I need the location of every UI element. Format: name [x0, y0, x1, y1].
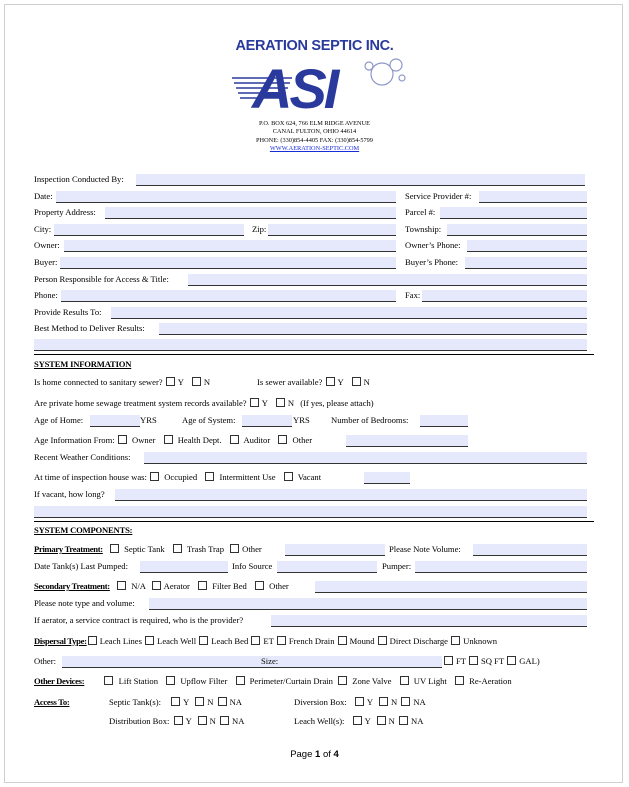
city-field[interactable] — [54, 224, 244, 236]
septic-access-n-checkbox[interactable] — [195, 697, 204, 706]
label-property-address: Property Address: — [34, 207, 96, 217]
row-contract — [34, 614, 589, 627]
filter-bed-checkbox[interactable] — [198, 581, 207, 590]
label-auditor: Auditor — [243, 435, 271, 445]
label-filter-bed: Filter Bed — [212, 581, 247, 591]
diversion-n-checkbox[interactable] — [379, 697, 388, 706]
label-unknown: Unknown — [463, 636, 498, 646]
label-other: Other — [292, 435, 313, 445]
secondary-other-field[interactable] — [315, 581, 587, 593]
label-sqft: SQ FT — [481, 656, 505, 666]
age-from-owner-checkbox[interactable] — [118, 435, 127, 444]
page-footer — [0, 749, 629, 760]
leach-wells-y-checkbox[interactable] — [353, 716, 362, 725]
label-y: Y — [177, 377, 184, 387]
age-home-field[interactable] — [90, 415, 140, 427]
label-age-system: Age of System: — [182, 415, 236, 425]
label-n: N — [203, 377, 211, 387]
primary-other-checkbox[interactable] — [230, 544, 239, 553]
sewer-available-yes-checkbox[interactable] — [326, 377, 335, 386]
township-field[interactable] — [447, 224, 587, 236]
aerator-checkbox[interactable] — [152, 581, 161, 590]
label-leach-wells: Leach Well(s): — [294, 716, 345, 726]
how-long-field[interactable] — [115, 489, 587, 501]
re-aeration-checkbox[interactable] — [455, 676, 464, 685]
label-last-pumped: Date Tank(s) Last Pumped: — [34, 561, 128, 571]
secondary-na-checkbox[interactable] — [117, 581, 126, 590]
row-date — [34, 190, 589, 203]
label-buyer: Buyer: — [34, 257, 58, 267]
label-other-devices: Other Devices: — [34, 676, 85, 686]
label-n: N — [390, 697, 398, 707]
sewer-available-no-checkbox[interactable] — [352, 377, 361, 386]
label-septic-tanks: Septic Tank(s): — [109, 697, 161, 707]
address-block — [0, 120, 629, 154]
label-y: Y — [183, 697, 190, 707]
label-provide-results: Provide Results To: — [34, 307, 102, 317]
age-from-auditor-checkbox[interactable] — [230, 435, 239, 444]
et-checkbox[interactable] — [251, 636, 260, 645]
logo-bubbles — [365, 59, 405, 85]
label-health-dept: Health Dept. — [177, 435, 222, 445]
label-if-yes: (If yes, please attach) — [300, 398, 374, 408]
label-person-responsible: Person Responsible for Access & Title: — [34, 274, 169, 284]
sanitary-yes-checkbox[interactable] — [166, 377, 175, 386]
zone-valve-checkbox[interactable] — [338, 676, 347, 685]
parcel-field[interactable] — [440, 207, 587, 219]
upflow-filter-checkbox[interactable] — [166, 676, 175, 685]
label-volume: Please Note Volume: — [389, 544, 461, 554]
label-uv-light: UV Light — [413, 676, 447, 686]
owner-field[interactable] — [64, 240, 396, 252]
date-field[interactable] — [56, 191, 396, 203]
mound-checkbox[interactable] — [338, 636, 347, 645]
label-inspection-by: Inspection Conducted By: — [34, 174, 124, 184]
label-direct-discharge: Direct Discharge — [389, 636, 448, 646]
label-how-long: If vacant, how long? — [34, 489, 105, 499]
vacant-checkbox[interactable] — [284, 472, 293, 481]
label-upflow-filter: Upflow Filter — [180, 676, 228, 686]
label-na: NA — [229, 697, 242, 707]
label-n: N — [209, 716, 216, 726]
label-aerator: Aerator — [163, 581, 190, 591]
sqft-checkbox[interactable] — [469, 656, 478, 665]
volume-field[interactable] — [473, 544, 587, 556]
phone-field[interactable] — [61, 290, 396, 302]
person-responsible-field[interactable] — [188, 274, 587, 286]
footer-of: of — [320, 749, 334, 760]
sanitary-no-checkbox[interactable] — [192, 377, 201, 386]
label-n: N — [363, 377, 370, 387]
row-secondary-treatment — [34, 580, 589, 593]
section-divider-1 — [34, 354, 594, 355]
owners-phone-field[interactable] — [467, 240, 587, 252]
label-other: Other — [242, 544, 262, 554]
label-y: Y — [337, 377, 344, 387]
age-from-other-field[interactable] — [346, 435, 468, 447]
row-house-was — [34, 471, 589, 484]
label-other: Other — [269, 581, 289, 591]
trash-trap-checkbox[interactable] — [173, 544, 182, 553]
row-provide-results — [34, 306, 589, 319]
records-no-checkbox[interactable] — [276, 398, 285, 407]
buyer-field[interactable] — [60, 257, 396, 269]
row-person-responsible — [34, 273, 589, 286]
dispersal-other-field[interactable] — [62, 656, 284, 668]
row-other-devices — [34, 675, 594, 688]
size-field[interactable] — [282, 656, 442, 668]
label-zip: Zip: — [252, 224, 267, 234]
label-ft: FT — [456, 656, 466, 666]
label-pumper: Pumper: — [382, 561, 412, 571]
label-re-aeration: Re-Aeration — [469, 676, 512, 686]
records-yes-checkbox[interactable] — [250, 398, 259, 407]
label-y: Y — [364, 716, 371, 726]
label-parcel: Parcel #: — [405, 207, 436, 217]
gal-checkbox[interactable] — [507, 656, 516, 665]
label-septic-tank: Septic Tank — [124, 544, 165, 554]
label-leach-lines: Leach Lines — [99, 636, 142, 646]
label-diversion-box: Diversion Box: — [294, 697, 347, 707]
label-access-to: Access To: — [34, 697, 70, 707]
label-perimeter-drain: Perimeter/Curtain Drain — [249, 676, 333, 686]
label-other-colon: Other: — [34, 656, 56, 666]
label-age-home: Age of Home: — [34, 415, 84, 425]
label-na: NA — [413, 697, 426, 707]
leach-well-checkbox[interactable] — [145, 636, 154, 645]
label-na: N/A — [131, 581, 146, 591]
row-primary-treatment — [34, 543, 589, 556]
system-components-heading: SYSTEM COMPONENTS: — [34, 525, 133, 535]
company-name: AERATION SEPTIC INC. — [235, 38, 394, 54]
diversion-y-checkbox[interactable] — [355, 697, 364, 706]
provide-results-field[interactable] — [111, 307, 587, 319]
label-weather: Recent Weather Conditions: — [34, 452, 131, 462]
row-best-method — [34, 322, 589, 335]
label-mound: Mound — [349, 636, 375, 646]
address-line3: PHONE: (330)854-4405 FAX: (330)854-5799 — [256, 136, 373, 144]
label-y: Y — [366, 697, 373, 707]
row-how-long — [34, 488, 589, 501]
label-dispersal-type: Dispersal Type: — [34, 636, 87, 646]
label-intermittent: Intermittent Use — [219, 472, 276, 482]
label-na: NA — [411, 716, 424, 726]
vacant-field[interactable] — [364, 472, 410, 484]
diversion-na-checkbox[interactable] — [401, 697, 410, 706]
row-blank — [34, 338, 589, 351]
label-gal: GAL) — [519, 656, 540, 666]
label-private-records: Are private home sewage treatment system records available? — [34, 398, 247, 408]
row-weather — [34, 451, 589, 464]
row-owner — [34, 239, 589, 252]
section-divider-2 — [34, 521, 594, 522]
row-ages — [34, 414, 589, 427]
asi-logo — [232, 56, 412, 118]
footer-current-page: 1 — [315, 749, 321, 760]
label-township: Township: — [405, 224, 442, 234]
row-type-volume — [34, 597, 589, 610]
primary-other-field[interactable] — [285, 544, 385, 556]
last-pumped-field[interactable] — [140, 561, 228, 573]
label-phone: Phone: — [34, 290, 58, 300]
lift-station-checkbox[interactable] — [104, 676, 113, 685]
fax-field[interactable] — [422, 290, 587, 302]
label-owners-phone: Owner’s Phone: — [405, 240, 461, 250]
label-buyers-phone: Buyer’s Phone: — [405, 257, 459, 267]
row-age-info-from — [34, 434, 589, 447]
blank-field[interactable] — [34, 339, 587, 351]
label-leach-bed: Leach Bed — [211, 636, 249, 646]
perimeter-drain-checkbox[interactable] — [236, 676, 245, 685]
label-owner-option: Owner — [131, 435, 156, 445]
blank-field-2[interactable] — [34, 506, 587, 518]
label-y: Y — [185, 716, 192, 726]
row-private-records — [34, 397, 589, 410]
type-volume-field[interactable] — [149, 598, 587, 610]
contract-field[interactable] — [271, 615, 587, 627]
intermittent-checkbox[interactable] — [205, 472, 214, 481]
property-address-field[interactable] — [105, 207, 396, 219]
pumper-field[interactable] — [415, 561, 587, 573]
label-sanitary-sewer: Is home connected to sanitary sewer? — [34, 377, 163, 387]
row-phone — [34, 289, 589, 302]
label-et: ET — [263, 636, 274, 646]
system-information-heading: SYSTEM INFORMATION — [34, 359, 132, 369]
row-city — [34, 223, 589, 236]
row-dispersal-other — [34, 655, 589, 668]
septic-access-na-checkbox[interactable] — [218, 697, 227, 706]
label-french-drain: French Drain — [288, 636, 335, 646]
label-size: Size: — [261, 656, 279, 666]
distribution-y-checkbox[interactable] — [174, 716, 183, 725]
label-owner: Owner: — [34, 240, 60, 250]
address-line2: CANAL FULTON, OHIO 44614 — [272, 128, 357, 136]
label-n: N — [207, 697, 214, 707]
leach-wells-na-checkbox[interactable] — [399, 716, 408, 725]
ft-checkbox[interactable] — [444, 656, 453, 665]
label-secondary-treatment: Secondary Treatment: — [34, 581, 110, 591]
row-buyer — [34, 256, 589, 269]
age-from-health-dept-checkbox[interactable] — [164, 435, 173, 444]
row-dispersal — [34, 635, 594, 648]
direct-discharge-checkbox[interactable] — [378, 636, 387, 645]
footer-prefix: Page — [290, 749, 316, 760]
label-contract: If aerator, a service contract is required, who is the provider? — [34, 615, 244, 625]
age-from-other-checkbox[interactable] — [278, 435, 287, 444]
logo-letters: ASI — [252, 57, 337, 118]
leach-wells-n-checkbox[interactable] — [377, 716, 386, 725]
leach-lines-checkbox[interactable] — [88, 636, 97, 645]
info-source-field[interactable] — [277, 561, 377, 573]
buyers-phone-field[interactable] — [465, 257, 587, 269]
best-method-field[interactable] — [159, 323, 587, 335]
age-system-field[interactable] — [242, 415, 292, 427]
label-leach-well: Leach Well — [157, 636, 197, 646]
occupied-checkbox[interactable] — [150, 472, 159, 481]
label-service-provider: Service Provider #: — [405, 191, 472, 201]
label-best-method: Best Method to Deliver Results: — [34, 323, 145, 333]
label-lift-station: Lift Station — [118, 676, 158, 686]
label-primary-treatment: Primary Treatment: — [34, 544, 103, 554]
distribution-na-checkbox[interactable] — [220, 716, 229, 725]
address-line1: P.O. BOX 624, 766 ELM RIDGE AVENUE — [259, 120, 370, 127]
unknown-checkbox[interactable] — [451, 636, 460, 645]
label-trash-trap: Trash Trap — [186, 544, 225, 554]
label-n: N — [287, 398, 295, 408]
label-n: N — [388, 716, 395, 726]
french-drain-checkbox[interactable] — [277, 636, 286, 645]
row-inspection — [34, 173, 589, 186]
label-distribution-box: Distribution Box: — [109, 716, 170, 726]
service-provider-field[interactable] — [479, 191, 587, 203]
label-yrs: YRS — [140, 415, 157, 425]
weather-field[interactable] — [144, 452, 587, 464]
label-date: Date: — [34, 191, 53, 201]
row-access-septic — [34, 696, 589, 709]
website-link[interactable]: WWW.AERATION-SEPTIC.COM — [269, 145, 360, 153]
label-house-was: At time of inspection house was: — [34, 472, 147, 482]
label-type-volume: Please note type and volume: — [34, 598, 135, 608]
label-y: Y — [261, 398, 268, 408]
row-blank-2 — [34, 505, 589, 518]
zip-field[interactable] — [268, 224, 396, 236]
label-vacant: Vacant — [297, 472, 322, 482]
label-age-from: Age Information From: — [34, 435, 115, 445]
septic-access-y-checkbox[interactable] — [171, 697, 180, 706]
label-sewer-available: Is sewer available? — [257, 377, 323, 387]
label-na: NA — [231, 716, 245, 726]
header — [0, 38, 629, 54]
label-fax: Fax: — [405, 290, 421, 300]
bedrooms-field[interactable] — [420, 415, 468, 427]
label-yrs: YRS — [293, 415, 310, 425]
label-info-source: Info Source — [232, 561, 273, 571]
label-city: City: — [34, 224, 52, 234]
row-last-pumped — [34, 560, 589, 573]
row-access-distribution — [34, 715, 589, 728]
row-property — [34, 206, 589, 219]
uv-light-checkbox[interactable] — [400, 676, 409, 685]
septic-tank-checkbox[interactable] — [110, 544, 119, 553]
label-bedrooms: Number of Bedrooms: — [331, 415, 409, 425]
distribution-n-checkbox[interactable] — [198, 716, 207, 725]
secondary-other-checkbox[interactable] — [255, 581, 264, 590]
label-occupied: Occupied — [164, 472, 198, 482]
inspection-by-field[interactable] — [136, 174, 585, 186]
row-sanitary-sewer — [34, 376, 589, 389]
label-zone-valve: Zone Valve — [352, 676, 392, 686]
footer-total-pages: 4 — [333, 749, 339, 760]
leach-bed-checkbox[interactable] — [199, 636, 208, 645]
